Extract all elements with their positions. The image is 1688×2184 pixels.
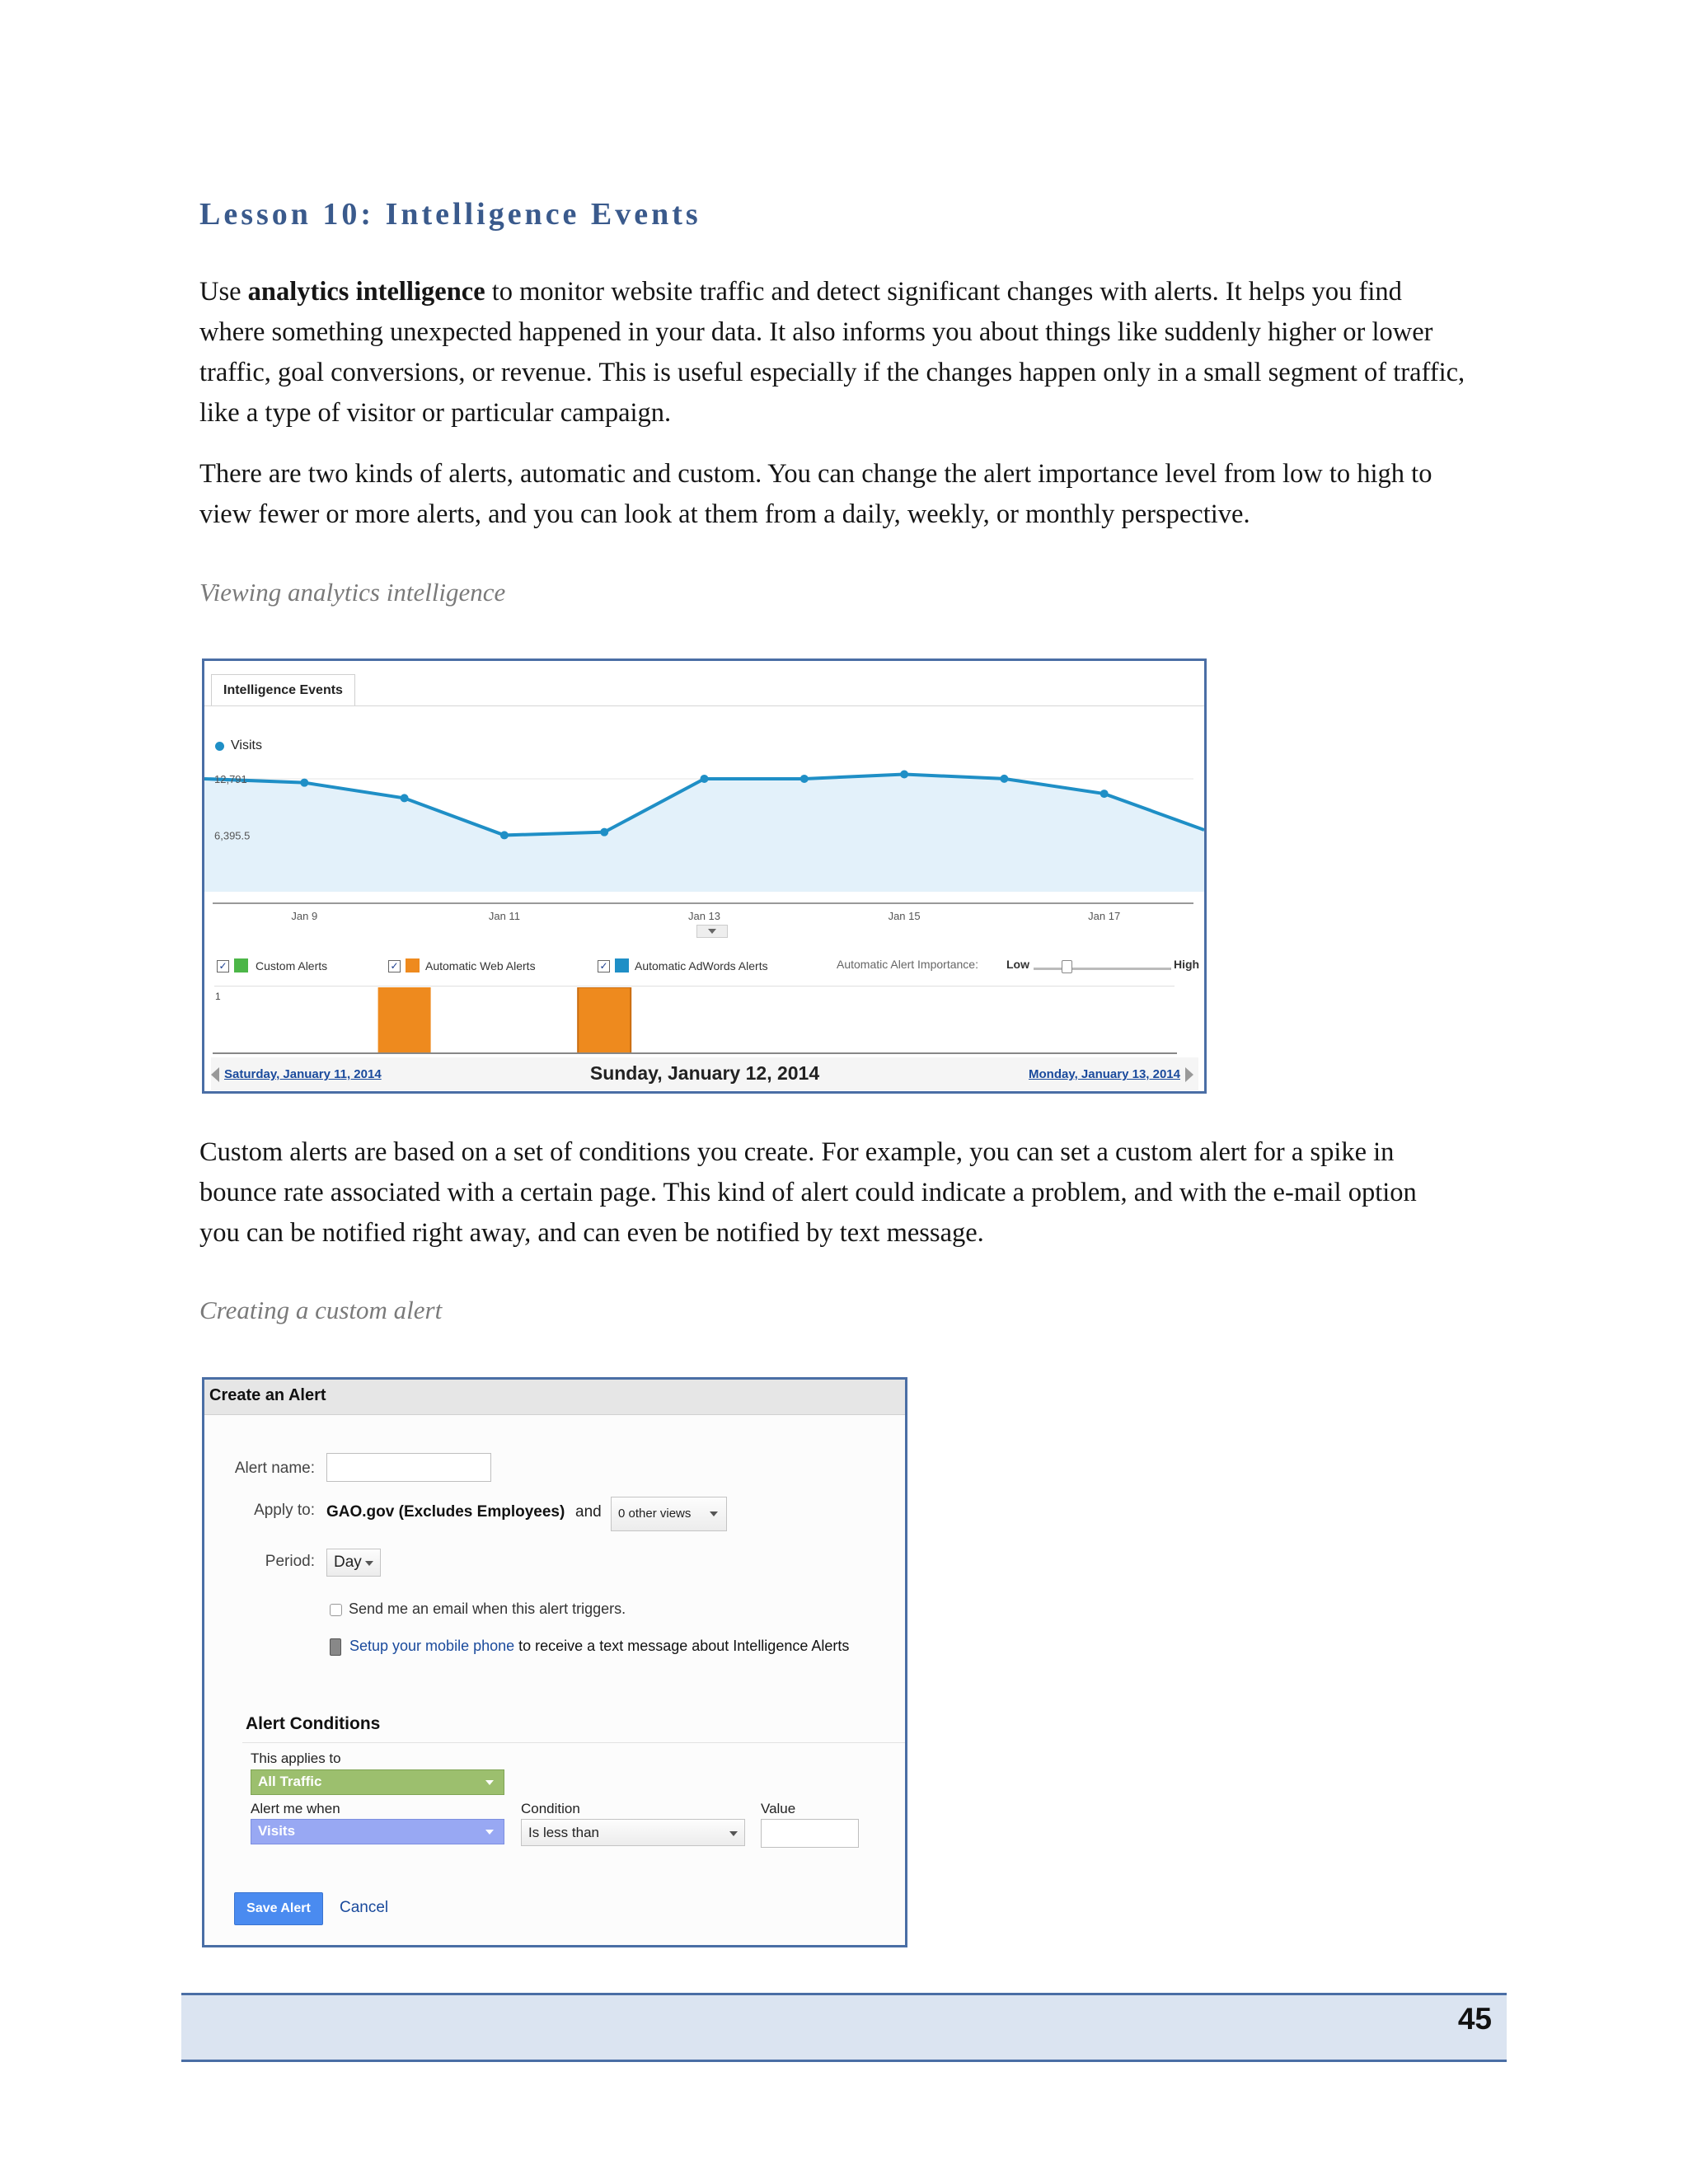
custom-alerts-label: Custom Alerts: [256, 959, 328, 972]
apply-to-label: Apply to:: [254, 1502, 315, 1519]
current-day-label: Sunday, January 12, 2014: [589, 1062, 820, 1084]
visits-point-jan-12[interactable]: [600, 828, 608, 837]
visits-point-jan-10[interactable]: [401, 794, 409, 802]
alert-conditions-header: Alert Conditions: [246, 1714, 381, 1733]
visits-point-jan-17[interactable]: [1100, 790, 1109, 798]
alerts-bar-chart: [204, 987, 1204, 1057]
adwords-alerts-swatch: [615, 958, 629, 972]
visits-point-jan-9[interactable]: [300, 779, 308, 787]
conditions-divider: [242, 1742, 905, 1743]
next-day-link[interactable]: Monday, January 13, 2014: [1029, 1067, 1180, 1081]
tab-intelligence-events[interactable]: Intelligence Events: [211, 674, 355, 706]
custom-line-2: bounce rate associated with a certain page. This kind of alert could indicate a problem, and with the e-mail option: [199, 1178, 1417, 1207]
alert-when-label: Alert me when: [251, 1801, 340, 1816]
caption-creating: Creating a custom alert: [199, 1296, 443, 1324]
chevron-down-icon: [729, 1831, 738, 1836]
create-alert-screenshot: [202, 1377, 907, 1947]
alert-when-select[interactable]: Visits: [251, 1819, 504, 1844]
chart-collapse-toggle[interactable]: [696, 925, 728, 938]
visits-point-jan-14[interactable]: [800, 775, 809, 783]
save-alert-button[interactable]: Save Alert: [234, 1892, 323, 1925]
x-tick-label: Jan 9: [291, 910, 318, 922]
alerts-line-1: There are two kinds of alerts, automatic and custom. You can change the alert importance level from low to high to: [199, 459, 1432, 489]
chevron-down-icon: [365, 1561, 373, 1566]
period-label: Period:: [265, 1553, 315, 1570]
apply-to-value: GAO.gov (Excludes Employees): [326, 1503, 565, 1521]
intro-line-3: traffic, goal conversions, or revenue. This is useful especially if the changes happen only in a small segment of traffic,: [199, 358, 1465, 387]
alerts-paragraph: [199, 454, 1485, 535]
chevron-right-icon[interactable]: [1185, 1067, 1193, 1082]
alert-name-label: Alert name:: [234, 1460, 315, 1477]
mobile-phone-icon: [330, 1638, 341, 1656]
adwords-alerts-label: Automatic AdWords Alerts: [635, 959, 768, 972]
adwords-alerts-checkbox[interactable]: ✓: [598, 960, 610, 972]
importance-high: High: [1174, 958, 1200, 971]
chevron-down-icon: [485, 1830, 494, 1835]
create-alert-header-bar: [204, 1380, 905, 1415]
intro-line-1: Use analytics intelligence to monitor website traffic and detect significant changes with alerts. It helps you find: [199, 277, 1402, 307]
email-option-text: Send me an email when this alert triggers.: [349, 1601, 626, 1617]
applies-to-select[interactable]: All Traffic: [251, 1769, 504, 1795]
x-tick-label: Jan 15: [888, 910, 921, 922]
intro-line-2: where something unexpected happened in your data. It also informs you about things like suddenly higher or lower: [199, 317, 1433, 347]
applies-to-label: This applies to: [251, 1750, 341, 1766]
web-alert-bar-jan-12[interactable]: [578, 987, 631, 1053]
value-input[interactable]: [761, 1819, 859, 1848]
x-tick-label: Jan 17: [1088, 910, 1121, 922]
y-tick-label: 12,791: [214, 772, 247, 785]
web-alerts-checkbox[interactable]: ✓: [388, 960, 401, 972]
value-label: Value: [761, 1801, 796, 1816]
intro-bold-term: analytics intelligence: [247, 277, 485, 307]
cancel-link[interactable]: Cancel: [340, 1899, 389, 1916]
tab-divider: [204, 705, 1204, 706]
web-alerts-swatch: [406, 958, 420, 972]
email-checkbox[interactable]: [330, 1604, 342, 1616]
setup-mobile-link[interactable]: Setup your mobile phone: [349, 1638, 515, 1654]
custom-line-1: Custom alerts are based on a set of conditions you create. For example, you can set a custom alert for a spike in: [199, 1137, 1395, 1167]
importance-slider-handle[interactable]: [1062, 960, 1072, 973]
importance-label: Automatic Alert Importance:: [837, 958, 978, 971]
y-tick-label: 6,395.5: [214, 829, 251, 842]
importance-low: Low: [1006, 958, 1029, 971]
caption-viewing: Viewing analytics intelligence: [199, 578, 506, 607]
condition-select[interactable]: Is less than: [521, 1819, 745, 1846]
alert-name-input[interactable]: [326, 1453, 491, 1482]
alerts-line-2: view fewer or more alerts, and you can look at them from a daily, weekly, or monthly perspective.: [199, 499, 1250, 529]
bar-axis-label: 1: [215, 991, 221, 1002]
other-views-select[interactable]: 0 other views: [611, 1497, 727, 1531]
apply-to-and: and: [575, 1503, 602, 1521]
visits-point-jan-15[interactable]: [900, 771, 908, 779]
page-number: 45: [1457, 2002, 1492, 2036]
importance-slider-track[interactable]: [1034, 968, 1171, 970]
filter-divider: [214, 986, 1175, 987]
lesson-title: Lesson 10: Intelligence Events: [199, 197, 701, 232]
chevron-down-icon: [485, 1780, 494, 1785]
custom-alerts-paragraph: [199, 1132, 1485, 1254]
intro-paragraph: [199, 272, 1485, 434]
visits-legend-label: Visits: [231, 738, 262, 752]
visits-legend-dot: [215, 742, 224, 751]
previous-day-link[interactable]: Saturday, January 11, 2014: [224, 1067, 382, 1081]
condition-label: Condition: [521, 1801, 580, 1816]
visits-line-chart: [204, 752, 1204, 925]
visits-point-jan-13[interactable]: [701, 775, 709, 783]
visits-point-jan-11[interactable]: [500, 831, 509, 839]
visits-point-jan-16[interactable]: [1000, 775, 1008, 783]
custom-alerts-swatch: [234, 958, 248, 972]
x-tick-label: Jan 11: [488, 910, 520, 922]
custom-alerts-checkbox[interactable]: ✓: [217, 960, 229, 972]
custom-line-3: you can be notified right away, and can even be notified by text message.: [199, 1218, 984, 1248]
intelligence-events-screenshot: [202, 658, 1207, 1094]
create-alert-title: Create an Alert: [209, 1386, 326, 1404]
mobile-option-rest: to receive a text message about Intelligence Alerts: [514, 1638, 850, 1654]
x-tick-label: Jan 13: [687, 910, 721, 922]
page-footer: [181, 1993, 1507, 2062]
period-select[interactable]: Day: [326, 1549, 381, 1577]
chevron-down-icon: [708, 929, 716, 934]
mobile-option: [349, 1638, 849, 1655]
web-alert-bar-jan-10[interactable]: [378, 987, 431, 1053]
day-navigation-bar: [211, 1057, 1198, 1090]
chevron-down-icon: [710, 1511, 718, 1516]
intro-line-4: like a type of visitor or particular campaign.: [199, 398, 672, 428]
web-alerts-label: Automatic Web Alerts: [425, 959, 536, 972]
